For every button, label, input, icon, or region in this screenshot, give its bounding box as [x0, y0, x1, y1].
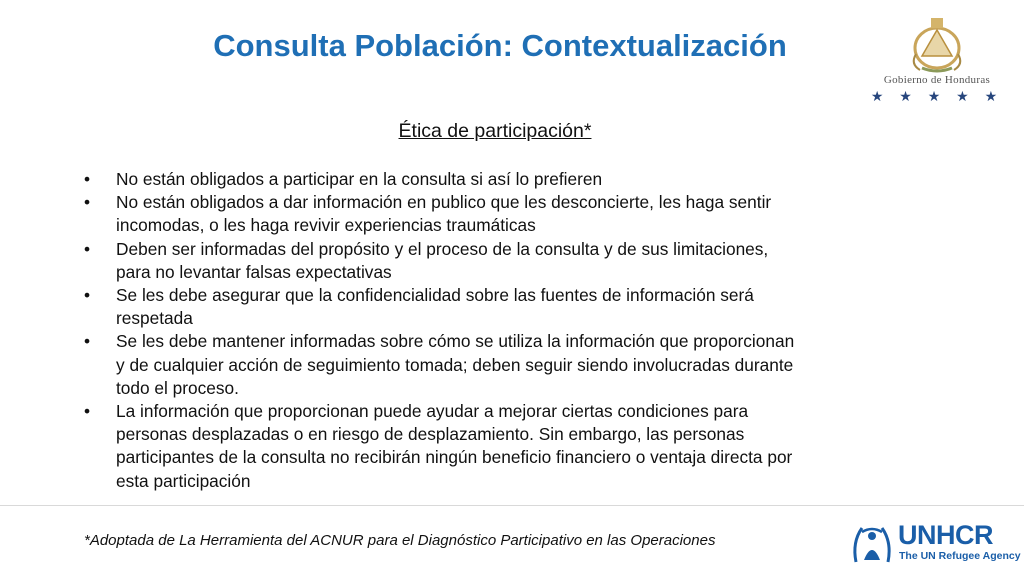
bullet-list: [84, 168, 904, 493]
bullet-text-line: incomodas, o les haga revivir experiencias traumáticas: [116, 215, 536, 236]
bullet-text-line: Deben ser informadas del propósito y el proceso de la consulta y de sus limitaciones,: [116, 238, 769, 259]
bullet-text-line: respetada: [116, 308, 193, 329]
unhcr-logo: [850, 520, 1020, 566]
bullet-text-line: para no levantar falsas expectativas: [116, 261, 392, 282]
bullet-marker: •: [84, 192, 91, 213]
bullet-item: [84, 191, 904, 237]
bullet-marker: •: [84, 331, 91, 352]
bullet-item: [84, 238, 904, 284]
bullet-marker: •: [84, 169, 91, 189]
bullet-text-line: participantes de la consulta no recibirán ningún beneficio financiero o ventaja directa por: [116, 447, 793, 468]
bullet-marker: •: [84, 285, 91, 306]
unhcr-name: UNHCR: [898, 520, 993, 550]
bullet-item: [84, 330, 904, 400]
bullet-text-line: Se les debe asegurar que la confidencialidad sobre las fuentes de información será: [116, 285, 754, 306]
bullet-marker: •: [84, 238, 91, 259]
bullet-text-line: y de cualquier acción de seguimiento tomada; deben seguir siendo involucradas durante: [116, 354, 794, 375]
unhcr-emblem-icon: [850, 522, 894, 564]
coat-of-arms-icon: [902, 14, 972, 76]
bullet-text-line: La información que proporcionan puede ayudar a mejorar ciertas condiciones para: [116, 401, 749, 422]
gobierno-honduras-logo: [862, 14, 1012, 110]
footnote: *Adoptada de La Herramienta del ACNUR para el Diagnóstico Participativo en las Operaciones: [84, 532, 716, 549]
slide-title: Consulta Población: Contextualización: [213, 28, 787, 63]
bullet-item: [84, 284, 904, 330]
bullet-text-line: personas desplazadas o en riesgo de desplazamiento. Sin embargo, las personas: [116, 424, 745, 445]
section-subtitle: Ética de participación*: [398, 120, 592, 142]
bullet-text-line: Se les debe mantener informadas sobre cómo se utiliza la información que proporcionan: [116, 331, 795, 352]
bullet-text-line: No están obligados a dar información en publico que les desconcierte, les haga sentir: [116, 192, 772, 213]
bullet-item: [84, 168, 904, 191]
unhcr-tagline: The UN Refugee Agency: [899, 550, 1021, 562]
bullet-text-line: No están obligados a participar en la consulta si así lo prefieren: [116, 169, 603, 189]
bullet-item: [84, 400, 904, 493]
bullet-text-line: todo el proceso.: [116, 377, 239, 398]
bullet-text-line: esta participación: [116, 470, 251, 491]
footer-divider: [0, 505, 1024, 506]
gobierno-text: Gobierno de Honduras: [883, 74, 991, 86]
bullet-marker: •: [84, 401, 91, 422]
stars-icon: ★ ★ ★ ★ ★: [870, 88, 1004, 104]
